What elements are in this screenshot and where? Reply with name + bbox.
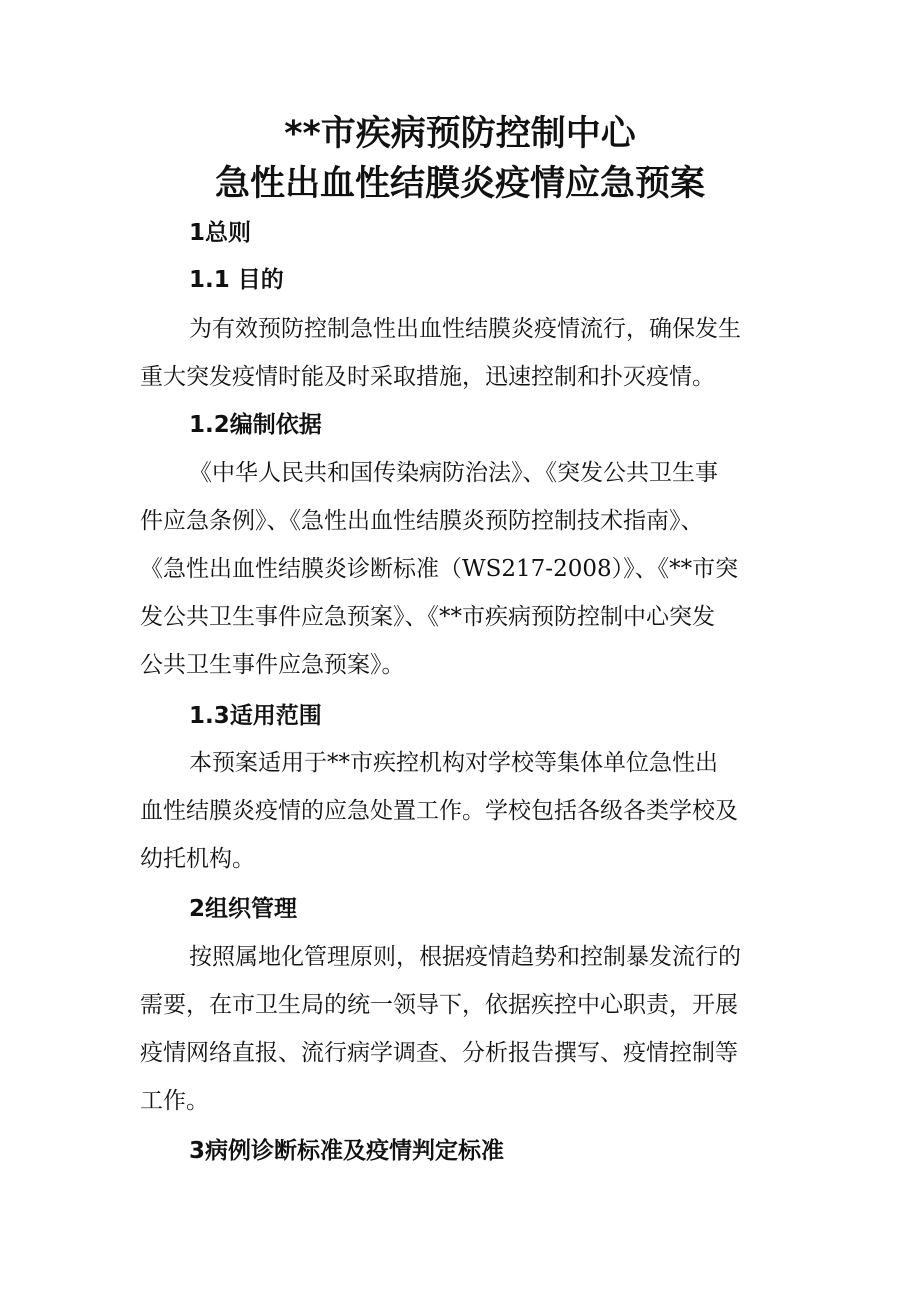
paragraph-line: 需要，在市卫生局的统一领导下，依据疾控中心职责，开展 bbox=[140, 992, 738, 1018]
paragraph-line: 按照属地化管理原则，根据疫情趋势和控制暴发流行的 bbox=[189, 944, 741, 970]
paragraph-line: 本预案适用于**市疾控机构对学校等集体单位急性出 bbox=[189, 750, 718, 776]
paragraph-line: 公共卫生事件应急预案》。 bbox=[140, 652, 405, 678]
section-heading-1: 1总则 bbox=[189, 220, 252, 246]
paragraph-line: 血性结膜炎疫情的应急处置工作。学校包括各级各类学校及 bbox=[140, 798, 738, 824]
document-title-line-2: 急性出血性结膜炎疫情应急预案 bbox=[214, 164, 705, 204]
section-heading-1-2: 1.2编制依据 bbox=[189, 412, 322, 438]
document-title-line-1: **市疾病预防控制中心 bbox=[284, 114, 636, 154]
section-heading-1-1: 1.1 目的 bbox=[189, 267, 284, 293]
paragraph-line: 幼托机构。 bbox=[140, 846, 255, 872]
paragraph-line: 《急性出血性结膜炎诊断标准（WS217-2008）》、《**市突 bbox=[140, 556, 739, 582]
paragraph-line: 为有效预防控制急性出血性结膜炎疫情流行，确保发生 bbox=[189, 316, 741, 342]
paragraph-line: 重大突发疫情时能及时采取措施，迅速控制和扑灭疫情。 bbox=[140, 364, 715, 390]
paragraph-line: 件应急条例》、《急性出血性结膜炎预防控制技术指南》、 bbox=[140, 508, 704, 534]
section-heading-2: 2组织管理 bbox=[189, 896, 298, 922]
paragraph-line: 疫情网络直报、流行病学调查、分析报告撰写、疫情控制等 bbox=[140, 1040, 738, 1066]
paragraph-line: 《中华人民共和国传染病防治法》、《突发公共卫生事 bbox=[189, 460, 718, 486]
section-heading-3: 3病例诊断标准及疫情判定标准 bbox=[189, 1138, 505, 1164]
paragraph-line: 发公共卫生事件应急预案》、《**市疾病预防控制中心突发 bbox=[140, 604, 715, 630]
section-heading-1-3: 1.3适用范围 bbox=[189, 703, 322, 729]
paragraph-line: 工作。 bbox=[140, 1088, 209, 1114]
